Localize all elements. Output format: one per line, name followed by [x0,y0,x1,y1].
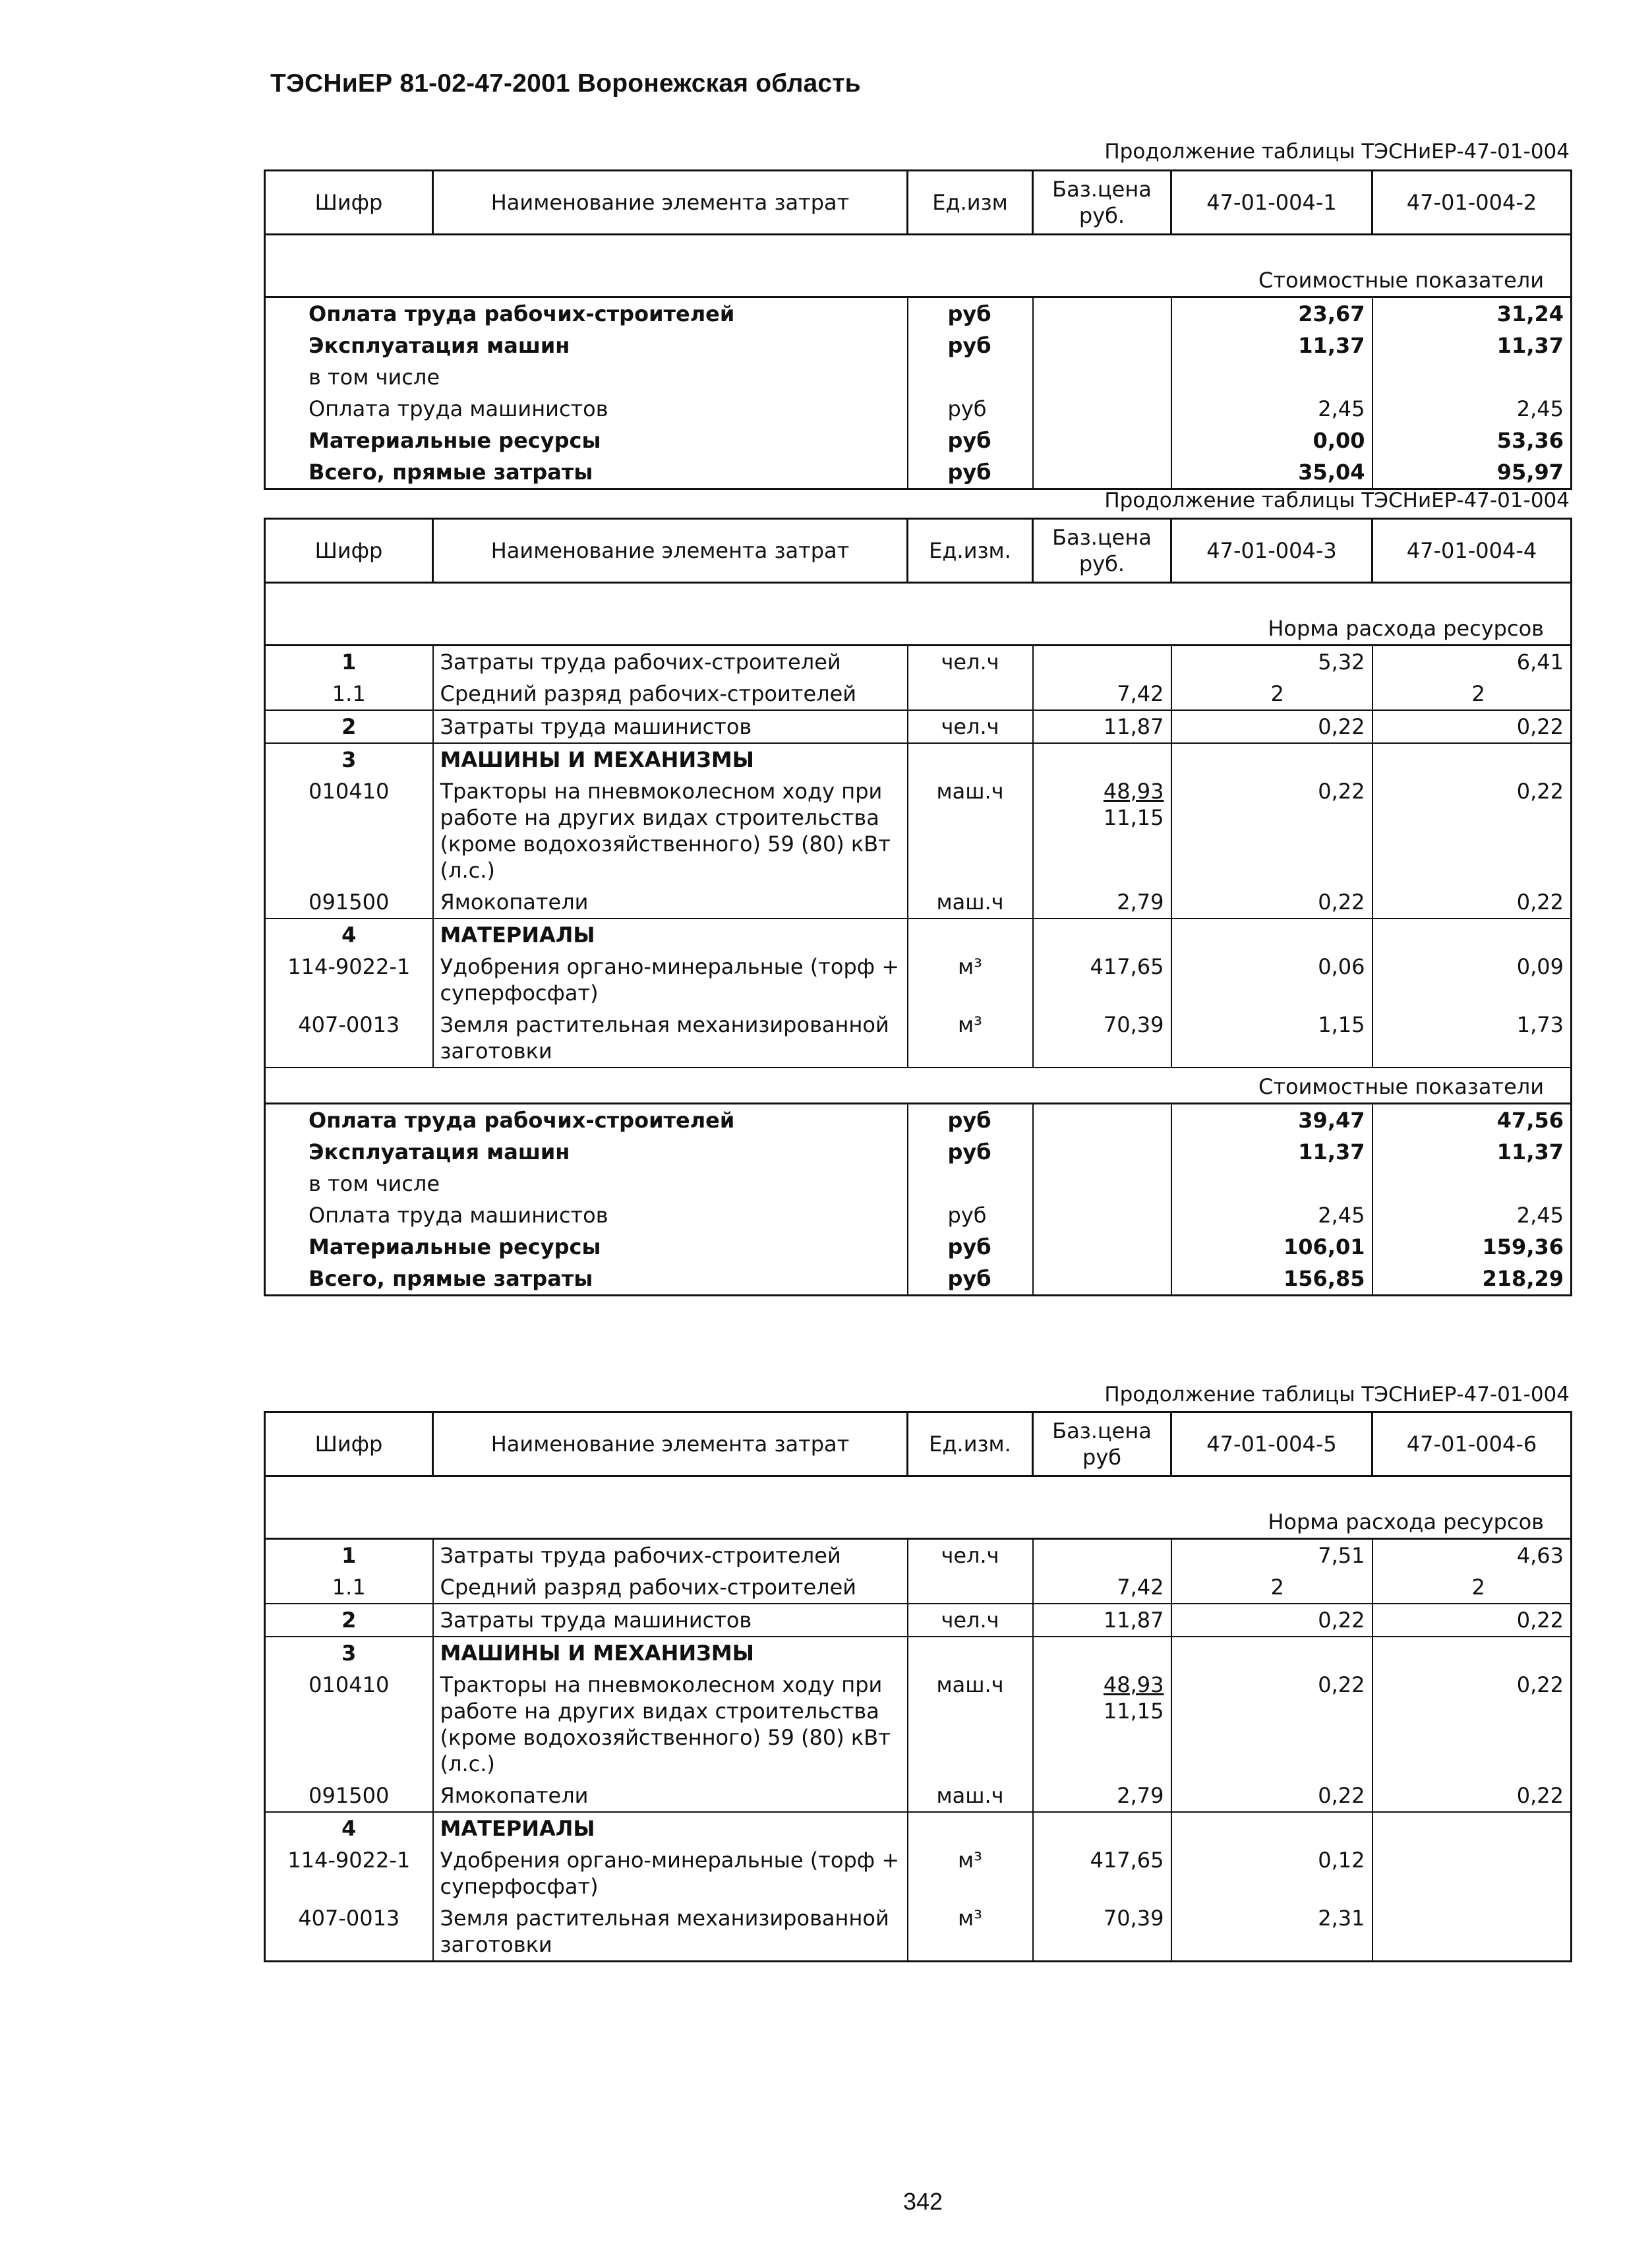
table-row: 091500 Ямокопатели маш.ч 2,79 0,22 0,22 [265,1780,1572,1812]
col-header-a: 47-01-004-5 [1171,1412,1372,1476]
table-row: 114-9022-1 Удобрения органо-минеральные (торф + суперфосфат) м³ 417,65 0,12 [265,1844,1572,1902]
table-row: Оплата труда машинистов руб 2,45 2,45 [265,393,1572,425]
col-header-code: Шифр [265,519,433,583]
table-row: 4 МАТЕРИАЛЫ [265,919,1572,951]
table-header-row [265,519,1572,583]
norms-table-2 [264,518,1572,1296]
col-header-price: Баз.цена руб. [1033,171,1171,235]
table-row: 1 Затраты труда рабочих-строителей чел.ч 7,51 4,63 [265,1539,1572,1572]
table-row: 1.1 Средний разряд рабочих-строителей 7,42 2 2 [265,1571,1572,1604]
table-header-row [265,1412,1572,1476]
col-header-code: Шифр [265,1412,433,1476]
table-row: Всего, прямые затраты руб 156,85 218,29 [265,1263,1572,1296]
table-caption: Продолжение таблицы ТЭСНиЕР-47-01-004 [1104,489,1570,512]
section-title: Норма расхода ресурсов [265,610,1572,646]
table-row: Оплата труда машинистов руб 2,45 2,45 [265,1199,1572,1231]
col-header-unit: Ед.изм. [908,519,1033,583]
table-caption: Продолжение таблицы ТЭСНиЕР-47-01-004 [1104,140,1570,164]
col-header-unit: Ед.изм. [908,1412,1033,1476]
table-row: 407-0013 Земля растительная механизированной заготовки м³ 70,39 2,31 [265,1902,1572,1962]
table-header-row [265,171,1572,235]
col-header-b: 47-01-004-6 [1372,1412,1572,1476]
table-row: 1.1 Средний разряд рабочих-строителей 7,42 2 2 [265,678,1572,710]
table-row: Оплата труда рабочих-строителей руб 23,67 31,24 [265,297,1572,330]
table-row: Всего, прямые затраты руб 35,04 95,97 [265,456,1572,489]
col-header-price: Баз.цена руб. [1033,519,1171,583]
table-caption: Продолжение таблицы ТЭСНиЕР-47-01-004 [1104,1383,1570,1406]
col-header-name: Наименование элемента затрат [433,519,908,583]
page-number: 342 [903,2188,943,2215]
col-header-price: Баз.цена руб [1033,1412,1171,1476]
col-header-a: 47-01-004-3 [1171,519,1372,583]
table-row: 407-0013 Земля растительная механизированной заготовки м³ 70,39 1,15 1,73 [265,1009,1572,1068]
col-header-a: 47-01-004-1 [1171,171,1372,235]
table-row: 3 МАШИНЫ И МЕХАНИЗМЫ [265,1637,1572,1669]
table-row: 3 МАШИНЫ И МЕХАНИЗМЫ [265,743,1572,775]
table-row: в том числе [265,1168,1572,1199]
table-row: Эксплуатация машин руб 11,37 11,37 [265,330,1572,361]
col-header-b: 47-01-004-4 [1372,519,1572,583]
col-header-name: Наименование элемента затрат [433,171,908,235]
norms-table-3 [264,1411,1572,1962]
norms-table-1 [264,169,1572,490]
table-row: 091500 Ямокопатели маш.ч 2,79 0,22 0,22 [265,886,1572,919]
table-row: Эксплуатация машин руб 11,37 11,37 [265,1136,1572,1168]
section-title: Стоимостные показатели [265,1068,1572,1104]
col-header-name: Наименование элемента затрат [433,1412,908,1476]
table-row: Материальные ресурсы руб 0,00 53,36 [265,425,1572,456]
table-row: 1 Затраты труда рабочих-строителей чел.ч 5,32 6,41 [265,646,1572,679]
table-row: 2 Затраты труда машинистов чел.ч 11,87 0,22 0,22 [265,1604,1572,1637]
table-row: 4 МАТЕРИАЛЫ [265,1812,1572,1844]
table-row: Материальные ресурсы руб 106,01 159,36 [265,1231,1572,1263]
table-row: в том числе [265,361,1572,393]
table-row: Оплата труда рабочих-строителей руб 39,47 47,56 [265,1104,1572,1137]
table-row: 010410 Тракторы на пневмоколесном ходу при работе на других видах строительства (кроме водохозяйственного) 59 (80) кВт (л.с.) маш.ч 48,93 11,15 0,22 0,22 [265,1669,1572,1780]
col-header-code: Шифр [265,171,433,235]
table-row: 010410 Тракторы на пневмоколесном ходу при работе на других видах строительства (кроме водохозяйственного) 59 (80) кВт (л.с.) маш.ч 48,93 11,15 0,22 0,22 [265,775,1572,886]
table-row: 114-9022-1 Удобрения органо-минеральные (торф + суперфосфат) м³ 417,65 0,06 0,09 [265,951,1572,1009]
section-title: Стоимостные показатели [265,262,1572,297]
col-header-b: 47-01-004-2 [1372,171,1572,235]
col-header-unit: Ед.изм [908,171,1033,235]
section-title: Норма расхода ресурсов [265,1503,1572,1539]
table-row: 2 Затраты труда машинистов чел.ч 11,87 0,22 0,22 [265,710,1572,743]
page-header: ТЭСНиЕР 81-02-47-2001 Воронежская область [270,69,861,98]
